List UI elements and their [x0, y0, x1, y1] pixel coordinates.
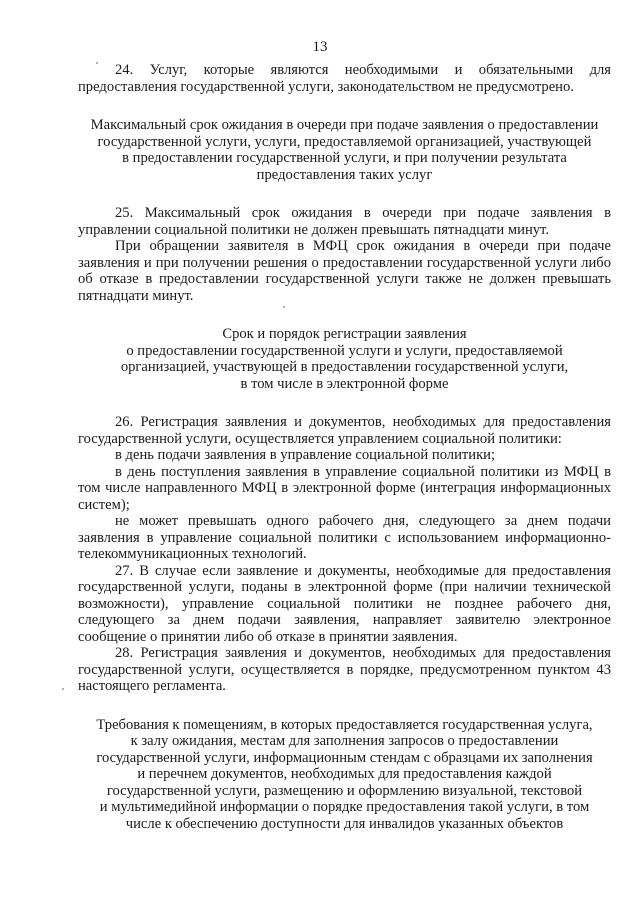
section-heading-max-wait-time [78, 117, 611, 183]
heading-line: Срок и порядок регистрации заявления [222, 326, 467, 342]
heading-line: предоставления таких услуг [256, 166, 433, 183]
heading-line: в том числе в электронной форме [240, 375, 449, 392]
paragraph-26-item-mfc-receipt-day: в день поступления заявления в управление социальной политики из МФЦ в том числе направленного МФЦ в электронной форме (интеграция информационных систем); [78, 463, 611, 513]
heading-line: к залу ожидания, местам для заполнения запросов о предоставлении [130, 733, 559, 749]
paragraph-26-item-electronic: не может превышать одного рабочего дня, следующего за днем подачи заявления в управление социальной политики с использованием информационно-телекоммуникационных технологий. [78, 513, 611, 562]
heading-line: государственной услуги, размещению и оформлению визуальной, текстовой [106, 782, 583, 799]
heading-line: организацией, участвующей в предоставлении государственной услуги, [120, 359, 569, 375]
paragraph-24: 24. Услуг, которые являются необходимыми и обязательными для предоставления государственной услуги, законодательством не предусмотрено. [78, 62, 611, 95]
section-heading-registration [78, 326, 611, 392]
heading-line: в предоставлении государственной услуги, и при получении результата [122, 150, 567, 166]
heading-line: Требования к помещениям, в которых предоставляется государственная услуга, [96, 716, 593, 733]
paragraph-27: 27. В случае если заявление и документы, необходимые для предоставления государственной услуги, поданы в электронной форме (при наличии технической возможности), управление социальной политики не позднее рабочего дня, следующего за днем подачи заявления, направляет заявителю электронное сообщение о принятии либо об отказе в принятии заявления. [78, 562, 611, 645]
heading-line: числе к обеспечению доступности для инвалидов указанных объектов [125, 815, 564, 832]
paragraph-25-mfc: При обращении заявителя в МФЦ срок ожидания в очереди при подаче заявления и при получении решения о предоставлении государственной услуги либо об отказе в предоставлении государственной услуги также не должен превышать пятнадцати минут. [78, 238, 611, 304]
heading-line: государственной услуги, услуги, предоставляемой организацией, участвующей [97, 133, 592, 150]
page-number: 13 [312, 39, 328, 55]
heading-line: государственной услуги, информационным стендам с образцами их заполнения [96, 749, 593, 766]
paragraph-26-item-submission-day: в день подачи заявления в управление социальной политики; [115, 447, 496, 463]
paragraph-28: 28. Регистрация заявления и документов, необходимых для предоставления государственной услуги, осуществляется в порядке, предусмотренном пунктом 43 настоящего регламента. [78, 645, 611, 694]
heading-line: и перечнем документов, необходимых для предоставления каждой [137, 766, 552, 782]
section-heading-premises-requirements [78, 717, 611, 833]
heading-line: Максимальный срок ожидания в очереди при подаче заявления о предоставлении [90, 117, 599, 133]
heading-line: о предоставлении государственной услуги и услуги, предоставляемой [126, 342, 563, 359]
paragraph-25: 25. Максимальный срок ожидания в очереди при подаче заявления в управлении социальной политики не должен превышать пятнадцати минут. [78, 205, 611, 238]
paragraph-26: 26. Регистрация заявления и документов, необходимых для предоставления государственной услуги, осуществляется управлением социальной политики: [78, 414, 611, 447]
scan-speck [62, 688, 64, 690]
document-body [78, 62, 611, 832]
heading-line: и мультимедийной информации о порядке предоставления такой услуги, в том [99, 799, 590, 815]
